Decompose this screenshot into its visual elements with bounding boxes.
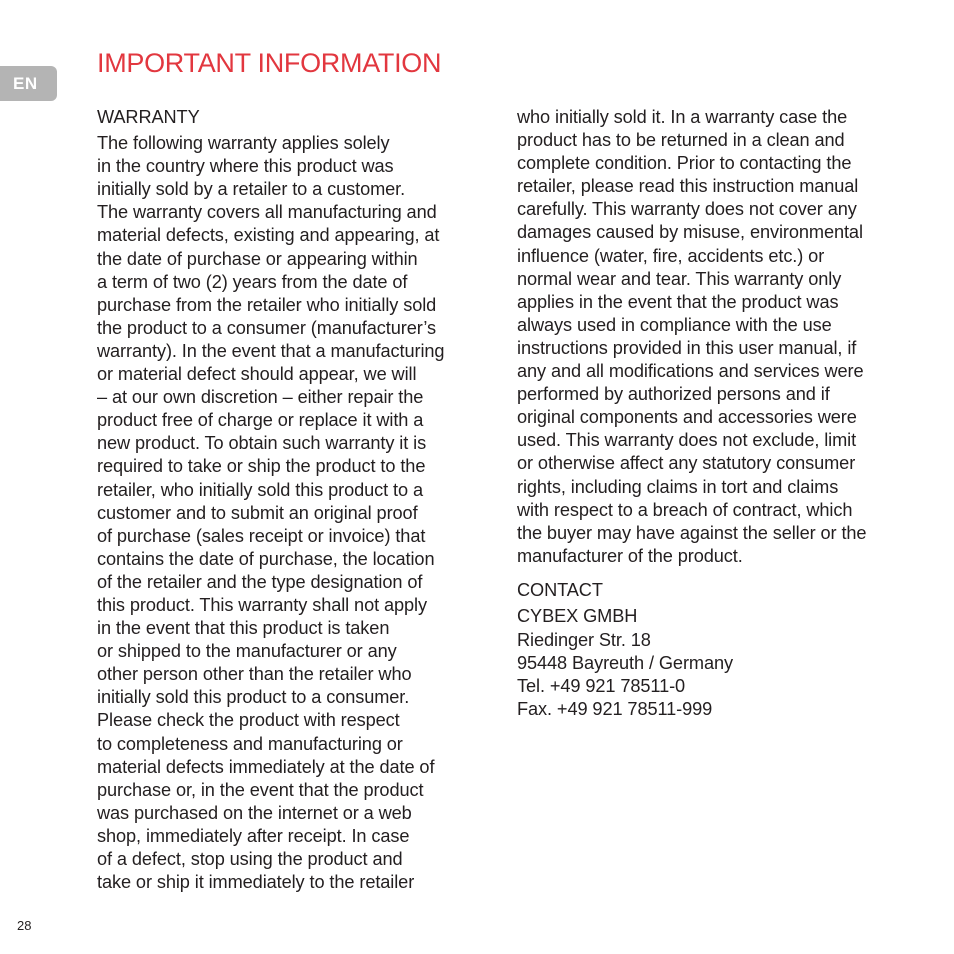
page-number: 28: [17, 918, 32, 933]
warranty-heading: WARRANTY: [97, 107, 200, 127]
language-tab: EN: [0, 66, 57, 101]
contact-telephone: Tel. +49 921 78511-0: [517, 676, 686, 697]
contact-heading: CONTACT: [517, 579, 603, 600]
warranty-text-left: The following warranty applies solely in the country where this product was initially sold by a retailer to a customer. The warranty covers all manufacturing and material defects, existing and appearing, at the date of purchase or appearing within a term of two (2) years from the date of purchase from the retailer who initially sold the product to a consumer (manufacturer’s warranty). In the event that a manufacturing or material defect should appear, we will – at our own discretion – either repair the product free of charge or replace it with a new product. To obtain such warranty it is required to take or ship the product to the retailer, who initially sold this product to a customer and to submit an original proof of purchase (sales receipt or invoice) that contains the date of purchase, the location of the retailer and the type designation of this product. This warranty shall not apply in the event that this product is taken or shipped to the manufacturer or any other person other than the retailer who initially sold this product to a consumer. Please check the product with respect to completeness and manufacturing or material defects immediately at the date of purchase or, in the event that the product was purchased on the internet or a web shop, immediately after receipt. In case of a defect, stop using the product and take or ship it immediately to the retailer: [97, 133, 445, 893]
left-column: [97, 106, 482, 894]
company-name: CYBEX GMBH: [517, 605, 638, 626]
page-title: IMPORTANT INFORMATION: [97, 48, 442, 78]
address-city: 95448 Bayreuth / Germany: [517, 653, 733, 674]
contact-block: [517, 579, 907, 722]
right-column: [517, 106, 907, 721]
contact-fax: Fax. +49 921 78511-999: [517, 699, 713, 720]
warranty-text-right: who initially sold it. In a warranty case the product has to be returned in a clean and complete condition. Prior to contacting the retailer, please read this instruction manual carefully. This warranty does not cover any damages caused by misuse, environmental influence (water, fire, accidents etc.) or normal wear and tear. This warranty only applies in the event that the product was always used in compliance with the use instructions provided in this user manual, if any and all modifications and services were performed by authorized persons and if original components and accessories were used. This warranty does not exclude, limit or otherwise affect any statutory consumer rights, including claims in tort and claims with respect to a breach of contract, which the buyer may have against the seller or the manufacturer of the product.: [517, 107, 867, 566]
address-street: Riedinger Str. 18: [517, 630, 651, 651]
